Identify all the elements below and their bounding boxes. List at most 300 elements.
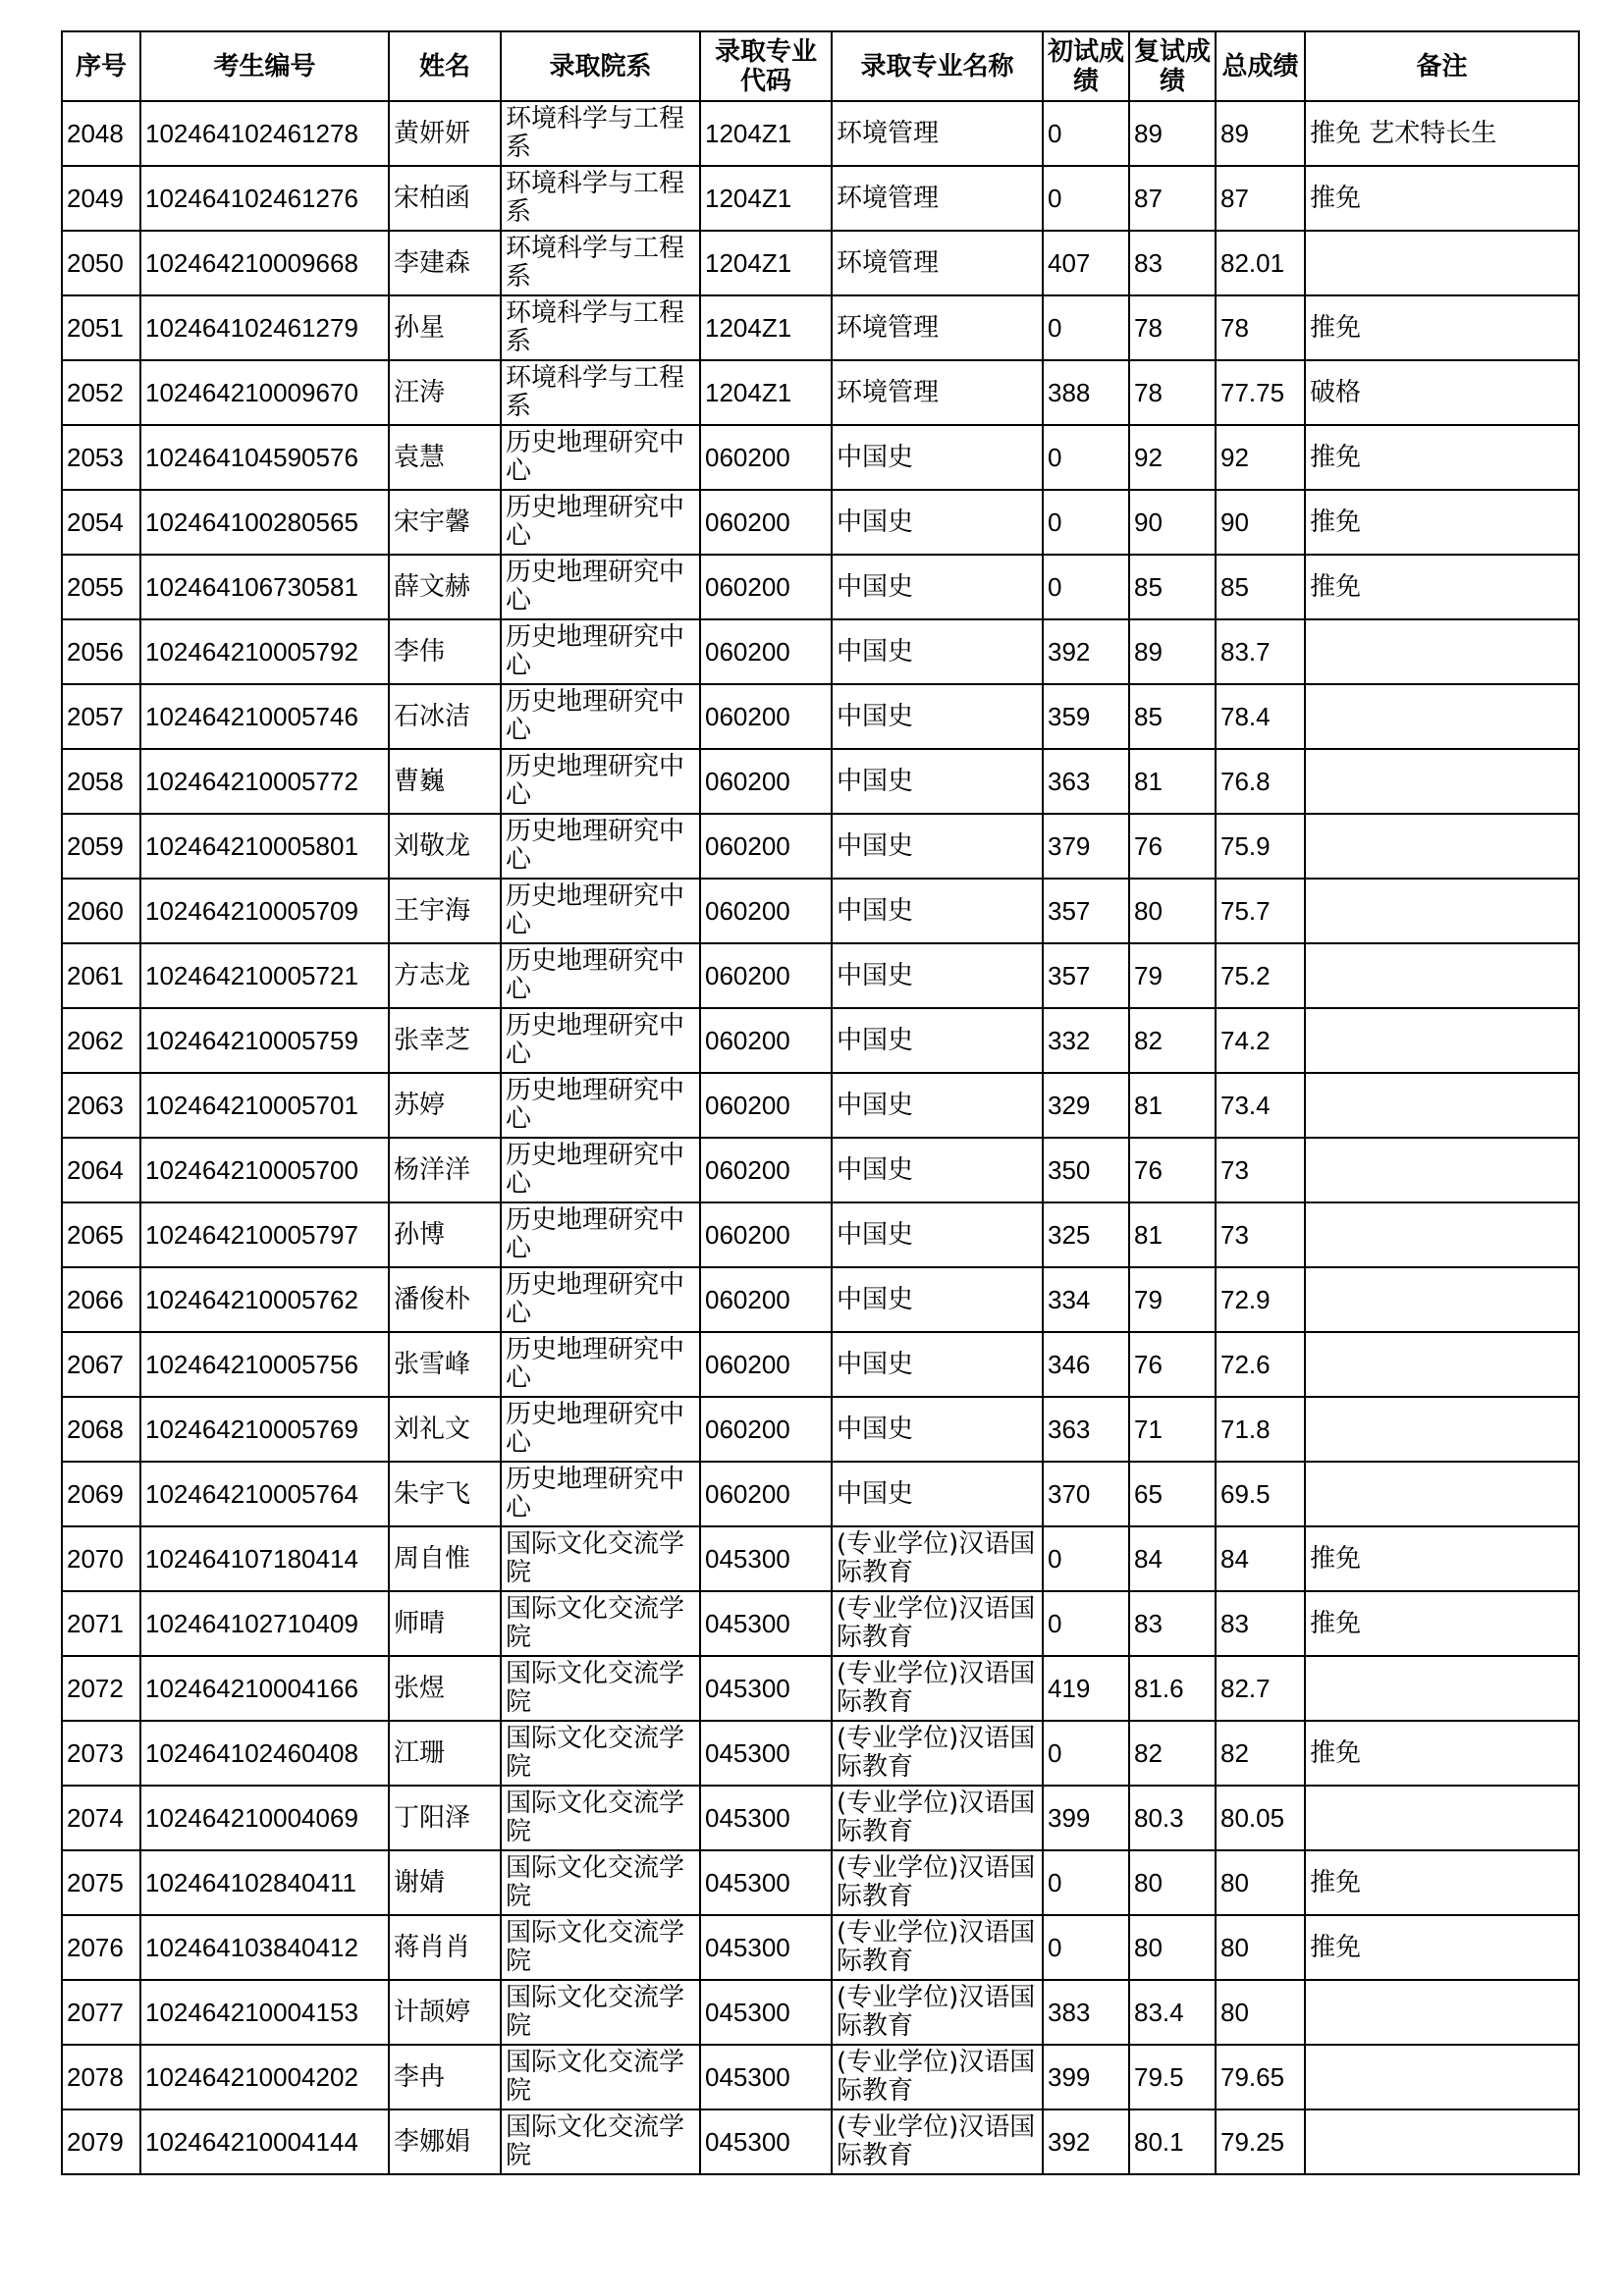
cell-retest-score: 83	[1129, 231, 1216, 295]
cell-seq: 2078	[62, 2045, 140, 2109]
cell-seq: 2062	[62, 1008, 140, 1073]
table-row	[62, 1332, 1579, 1397]
cell-major-name: (专业学位)汉语国际教育	[832, 1656, 1043, 1721]
header-department: 录取院系	[501, 31, 700, 101]
cell-retest-score: 81	[1129, 1073, 1216, 1138]
cell-total-score: 89	[1216, 101, 1305, 166]
table-row	[62, 1138, 1579, 1202]
cell-candidate-id: 102464102840411	[140, 1850, 389, 1915]
cell-total-score: 69.5	[1216, 1462, 1305, 1526]
cell-retest-score: 80	[1129, 1850, 1216, 1915]
cell-total-score: 80	[1216, 1980, 1305, 2045]
table-row	[62, 490, 1579, 555]
cell-department: 历史地理研究中心	[501, 425, 700, 490]
cell-major-name: 中国史	[832, 490, 1043, 555]
table-header-row	[62, 31, 1579, 101]
table-row	[62, 101, 1579, 166]
cell-remarks: 推免	[1305, 1721, 1579, 1786]
cell-total-score: 76.8	[1216, 749, 1305, 814]
cell-candidate-id: 102464210005762	[140, 1267, 389, 1332]
cell-retest-score: 78	[1129, 295, 1216, 360]
cell-seq: 2063	[62, 1073, 140, 1138]
cell-department: 历史地理研究中心	[501, 1267, 700, 1332]
cell-major-name: (专业学位)汉语国际教育	[832, 2109, 1043, 2174]
cell-seq: 2048	[62, 101, 140, 166]
cell-retest-score: 76	[1129, 1332, 1216, 1397]
header-major-name: 录取专业名称	[832, 31, 1043, 101]
cell-retest-score: 82	[1129, 1008, 1216, 1073]
cell-total-score: 90	[1216, 490, 1305, 555]
cell-major-name: 中国史	[832, 619, 1043, 684]
cell-remarks	[1305, 619, 1579, 684]
cell-major-code: 060200	[700, 1008, 832, 1073]
cell-retest-score: 76	[1129, 814, 1216, 879]
cell-retest-score: 80	[1129, 1915, 1216, 1980]
cell-initial-score: 332	[1043, 1008, 1129, 1073]
header-initial-score: 初试成绩	[1043, 31, 1129, 101]
cell-candidate-id: 102464210005769	[140, 1397, 389, 1462]
cell-major-code: 045300	[700, 2045, 832, 2109]
cell-department: 历史地理研究中心	[501, 619, 700, 684]
cell-seq: 2072	[62, 1656, 140, 1721]
cell-total-score: 78.4	[1216, 684, 1305, 749]
cell-seq: 2079	[62, 2109, 140, 2174]
cell-retest-score: 79.5	[1129, 2045, 1216, 2109]
cell-major-code: 045300	[700, 1915, 832, 1980]
cell-remarks	[1305, 879, 1579, 943]
header-remarks: 备注	[1305, 31, 1579, 101]
cell-name: 宋柏函	[389, 166, 501, 231]
cell-retest-score: 81.6	[1129, 1656, 1216, 1721]
cell-seq: 2066	[62, 1267, 140, 1332]
cell-department: 国际文化交流学院	[501, 2109, 700, 2174]
table-row	[62, 1786, 1579, 1850]
cell-name: 李建森	[389, 231, 501, 295]
cell-retest-score: 79	[1129, 943, 1216, 1008]
cell-major-name: 环境管理	[832, 295, 1043, 360]
cell-major-name: 中国史	[832, 1267, 1043, 1332]
cell-retest-score: 83.4	[1129, 1980, 1216, 2045]
cell-major-name: (专业学位)汉语国际教育	[832, 1850, 1043, 1915]
cell-candidate-id: 102464103840412	[140, 1915, 389, 1980]
cell-candidate-id: 102464210004069	[140, 1786, 389, 1850]
cell-name: 袁慧	[389, 425, 501, 490]
cell-remarks: 破格	[1305, 360, 1579, 425]
cell-candidate-id: 102464210005801	[140, 814, 389, 879]
cell-candidate-id: 102464102460408	[140, 1721, 389, 1786]
cell-total-score: 80	[1216, 1850, 1305, 1915]
cell-retest-score: 80.1	[1129, 2109, 1216, 2174]
table-row	[62, 1073, 1579, 1138]
cell-name: 朱宇飞	[389, 1462, 501, 1526]
cell-department: 历史地理研究中心	[501, 749, 700, 814]
cell-remarks	[1305, 749, 1579, 814]
cell-initial-score: 407	[1043, 231, 1129, 295]
cell-initial-score: 370	[1043, 1462, 1129, 1526]
cell-major-name: 中国史	[832, 749, 1043, 814]
cell-initial-score: 0	[1043, 295, 1129, 360]
cell-seq: 2054	[62, 490, 140, 555]
cell-major-name: 中国史	[832, 1332, 1043, 1397]
cell-total-score: 79.25	[1216, 2109, 1305, 2174]
cell-remarks: 推免	[1305, 555, 1579, 619]
table-row	[62, 1915, 1579, 1980]
cell-initial-score: 0	[1043, 166, 1129, 231]
cell-major-name: 中国史	[832, 814, 1043, 879]
cell-remarks: 推免	[1305, 425, 1579, 490]
table-row	[62, 231, 1579, 295]
cell-total-score: 73.4	[1216, 1073, 1305, 1138]
cell-total-score: 85	[1216, 555, 1305, 619]
cell-major-code: 060200	[700, 879, 832, 943]
cell-remarks	[1305, 1786, 1579, 1850]
cell-name: 张幸芝	[389, 1008, 501, 1073]
table-row	[62, 1721, 1579, 1786]
cell-retest-score: 82	[1129, 1721, 1216, 1786]
table-row	[62, 1656, 1579, 1721]
cell-total-score: 84	[1216, 1526, 1305, 1591]
cell-remarks	[1305, 2045, 1579, 2109]
cell-major-name: 环境管理	[832, 166, 1043, 231]
cell-retest-score: 79	[1129, 1267, 1216, 1332]
cell-initial-score: 379	[1043, 814, 1129, 879]
cell-total-score: 75.7	[1216, 879, 1305, 943]
cell-major-code: 060200	[700, 749, 832, 814]
cell-name: 方志龙	[389, 943, 501, 1008]
cell-initial-score: 0	[1043, 490, 1129, 555]
header-name: 姓名	[389, 31, 501, 101]
cell-major-name: (专业学位)汉语国际教育	[832, 1526, 1043, 1591]
cell-major-code: 045300	[700, 1591, 832, 1656]
table-row	[62, 1397, 1579, 1462]
cell-retest-score: 80.3	[1129, 1786, 1216, 1850]
cell-seq: 2064	[62, 1138, 140, 1202]
cell-initial-score: 0	[1043, 1850, 1129, 1915]
cell-major-name: 中国史	[832, 1138, 1043, 1202]
cell-initial-score: 357	[1043, 943, 1129, 1008]
cell-major-name: (专业学位)汉语国际教育	[832, 1980, 1043, 2045]
cell-major-name: 中国史	[832, 1008, 1043, 1073]
cell-retest-score: 65	[1129, 1462, 1216, 1526]
cell-retest-score: 90	[1129, 490, 1216, 555]
cell-initial-score: 388	[1043, 360, 1129, 425]
cell-seq: 2053	[62, 425, 140, 490]
cell-major-code: 060200	[700, 425, 832, 490]
cell-retest-score: 76	[1129, 1138, 1216, 1202]
cell-major-name: 中国史	[832, 555, 1043, 619]
cell-initial-score: 334	[1043, 1267, 1129, 1332]
cell-major-name: (专业学位)汉语国际教育	[832, 1915, 1043, 1980]
cell-remarks: 推免	[1305, 1591, 1579, 1656]
cell-total-score: 92	[1216, 425, 1305, 490]
cell-seq: 2077	[62, 1980, 140, 2045]
cell-seq: 2050	[62, 231, 140, 295]
table-row	[62, 1526, 1579, 1591]
cell-retest-score: 81	[1129, 749, 1216, 814]
cell-remarks: 推免	[1305, 1526, 1579, 1591]
cell-retest-score: 92	[1129, 425, 1216, 490]
header-total-score: 总成绩	[1216, 31, 1305, 101]
cell-department: 国际文化交流学院	[501, 1915, 700, 1980]
cell-major-name: 中国史	[832, 1202, 1043, 1267]
cell-retest-score: 78	[1129, 360, 1216, 425]
table-row	[62, 684, 1579, 749]
cell-seq: 2070	[62, 1526, 140, 1591]
cell-retest-score: 89	[1129, 101, 1216, 166]
cell-seq: 2069	[62, 1462, 140, 1526]
cell-candidate-id: 102464107180414	[140, 1526, 389, 1591]
cell-candidate-id: 102464210005746	[140, 684, 389, 749]
cell-retest-score: 83	[1129, 1591, 1216, 1656]
table-row	[62, 1202, 1579, 1267]
cell-name: 潘俊朴	[389, 1267, 501, 1332]
cell-remarks	[1305, 1462, 1579, 1526]
cell-remarks	[1305, 2109, 1579, 2174]
cell-major-code: 045300	[700, 1980, 832, 2045]
cell-seq: 2068	[62, 1397, 140, 1462]
cell-initial-score: 0	[1043, 101, 1129, 166]
cell-major-name: 中国史	[832, 684, 1043, 749]
cell-candidate-id: 102464102710409	[140, 1591, 389, 1656]
cell-candidate-id: 102464210005701	[140, 1073, 389, 1138]
cell-initial-score: 0	[1043, 1591, 1129, 1656]
cell-remarks: 推免 艺术特长生	[1305, 101, 1579, 166]
cell-candidate-id: 102464210005764	[140, 1462, 389, 1526]
cell-seq: 2060	[62, 879, 140, 943]
table-row	[62, 425, 1579, 490]
cell-remarks	[1305, 1073, 1579, 1138]
cell-major-code: 045300	[700, 1786, 832, 1850]
cell-name: 李冉	[389, 2045, 501, 2109]
cell-department: 国际文化交流学院	[501, 2045, 700, 2109]
cell-total-score: 74.2	[1216, 1008, 1305, 1073]
cell-department: 历史地理研究中心	[501, 555, 700, 619]
cell-major-code: 1204Z1	[700, 295, 832, 360]
cell-name: 计颉婷	[389, 1980, 501, 2045]
cell-total-score: 82.01	[1216, 231, 1305, 295]
table-row	[62, 749, 1579, 814]
table-row	[62, 1850, 1579, 1915]
cell-initial-score: 350	[1043, 1138, 1129, 1202]
cell-remarks: 推免	[1305, 1850, 1579, 1915]
header-candidate-id: 考生编号	[140, 31, 389, 101]
cell-candidate-id: 102464102461278	[140, 101, 389, 166]
cell-major-code: 1204Z1	[700, 101, 832, 166]
cell-major-code: 060200	[700, 943, 832, 1008]
cell-major-code: 060200	[700, 1267, 832, 1332]
cell-total-score: 83	[1216, 1591, 1305, 1656]
cell-name: 薛文赫	[389, 555, 501, 619]
cell-name: 石冰洁	[389, 684, 501, 749]
cell-remarks	[1305, 231, 1579, 295]
table-row	[62, 1591, 1579, 1656]
cell-department: 环境科学与工程系	[501, 295, 700, 360]
cell-retest-score: 81	[1129, 1202, 1216, 1267]
cell-remarks	[1305, 1397, 1579, 1462]
cell-candidate-id: 102464210005721	[140, 943, 389, 1008]
cell-initial-score: 383	[1043, 1980, 1129, 2045]
cell-initial-score: 419	[1043, 1656, 1129, 1721]
cell-major-code: 060200	[700, 1202, 832, 1267]
header-major-code: 录取专业代码	[700, 31, 832, 101]
cell-candidate-id: 102464102461276	[140, 166, 389, 231]
cell-candidate-id: 102464210005792	[140, 619, 389, 684]
cell-retest-score: 87	[1129, 166, 1216, 231]
table-row	[62, 1980, 1579, 2045]
cell-remarks	[1305, 684, 1579, 749]
cell-name: 丁阳泽	[389, 1786, 501, 1850]
cell-major-code: 045300	[700, 1850, 832, 1915]
cell-department: 国际文化交流学院	[501, 1591, 700, 1656]
cell-major-code: 060200	[700, 619, 832, 684]
cell-retest-score: 89	[1129, 619, 1216, 684]
cell-major-code: 045300	[700, 1526, 832, 1591]
cell-name: 刘礼文	[389, 1397, 501, 1462]
cell-name: 汪涛	[389, 360, 501, 425]
cell-candidate-id: 102464210005759	[140, 1008, 389, 1073]
cell-name: 江珊	[389, 1721, 501, 1786]
cell-name: 李娜娟	[389, 2109, 501, 2174]
cell-initial-score: 363	[1043, 749, 1129, 814]
table-row	[62, 2045, 1579, 2109]
cell-initial-score: 359	[1043, 684, 1129, 749]
cell-name: 黄妍妍	[389, 101, 501, 166]
cell-seq: 2071	[62, 1591, 140, 1656]
cell-initial-score: 392	[1043, 2109, 1129, 2174]
cell-remarks	[1305, 1332, 1579, 1397]
header-seq: 序号	[62, 31, 140, 101]
cell-department: 历史地理研究中心	[501, 943, 700, 1008]
cell-remarks	[1305, 1008, 1579, 1073]
cell-seq: 2065	[62, 1202, 140, 1267]
cell-initial-score: 346	[1043, 1332, 1129, 1397]
cell-name: 蒋肖肖	[389, 1915, 501, 1980]
cell-total-score: 77.75	[1216, 360, 1305, 425]
cell-retest-score: 71	[1129, 1397, 1216, 1462]
cell-major-code: 060200	[700, 1138, 832, 1202]
cell-remarks	[1305, 1138, 1579, 1202]
cell-candidate-id: 102464210005797	[140, 1202, 389, 1267]
cell-name: 李伟	[389, 619, 501, 684]
table-row	[62, 1267, 1579, 1332]
cell-department: 历史地理研究中心	[501, 1462, 700, 1526]
cell-name: 刘敬龙	[389, 814, 501, 879]
cell-seq: 2049	[62, 166, 140, 231]
cell-major-code: 045300	[700, 1656, 832, 1721]
cell-major-name: 环境管理	[832, 231, 1043, 295]
cell-initial-score: 392	[1043, 619, 1129, 684]
cell-name: 周自惟	[389, 1526, 501, 1591]
cell-remarks	[1305, 943, 1579, 1008]
cell-department: 国际文化交流学院	[501, 1980, 700, 2045]
table-row	[62, 1008, 1579, 1073]
cell-major-code: 060200	[700, 1332, 832, 1397]
cell-department: 历史地理研究中心	[501, 879, 700, 943]
cell-initial-score: 0	[1043, 555, 1129, 619]
cell-retest-score: 80	[1129, 879, 1216, 943]
table-row	[62, 2109, 1579, 2174]
cell-name: 王宇海	[389, 879, 501, 943]
cell-department: 国际文化交流学院	[501, 1850, 700, 1915]
cell-candidate-id: 102464210005772	[140, 749, 389, 814]
cell-seq: 2076	[62, 1915, 140, 1980]
cell-initial-score: 0	[1043, 1915, 1129, 1980]
cell-department: 国际文化交流学院	[501, 1786, 700, 1850]
cell-department: 历史地理研究中心	[501, 684, 700, 749]
cell-seq: 2073	[62, 1721, 140, 1786]
cell-remarks	[1305, 1656, 1579, 1721]
cell-total-score: 83.7	[1216, 619, 1305, 684]
cell-major-name: 环境管理	[832, 101, 1043, 166]
cell-candidate-id: 102464210005709	[140, 879, 389, 943]
cell-department: 历史地理研究中心	[501, 1073, 700, 1138]
cell-department: 历史地理研究中心	[501, 1397, 700, 1462]
cell-major-name: 中国史	[832, 1397, 1043, 1462]
cell-department: 历史地理研究中心	[501, 1138, 700, 1202]
cell-name: 师晴	[389, 1591, 501, 1656]
cell-major-name: 中国史	[832, 879, 1043, 943]
cell-major-name: (专业学位)汉语国际教育	[832, 1721, 1043, 1786]
cell-name: 杨洋洋	[389, 1138, 501, 1202]
cell-major-code: 060200	[700, 555, 832, 619]
cell-retest-score: 85	[1129, 555, 1216, 619]
cell-total-score: 72.6	[1216, 1332, 1305, 1397]
cell-name: 孙星	[389, 295, 501, 360]
cell-department: 历史地理研究中心	[501, 1202, 700, 1267]
cell-department: 历史地理研究中心	[501, 1332, 700, 1397]
cell-major-code: 060200	[700, 814, 832, 879]
cell-department: 环境科学与工程系	[501, 360, 700, 425]
cell-department: 环境科学与工程系	[501, 166, 700, 231]
table-row	[62, 555, 1579, 619]
cell-candidate-id: 102464210004144	[140, 2109, 389, 2174]
cell-department: 国际文化交流学院	[501, 1526, 700, 1591]
cell-seq: 2051	[62, 295, 140, 360]
cell-major-name: (专业学位)汉语国际教育	[832, 2045, 1043, 2109]
cell-total-score: 75.9	[1216, 814, 1305, 879]
cell-name: 张雪峰	[389, 1332, 501, 1397]
cell-candidate-id: 102464100280565	[140, 490, 389, 555]
cell-major-code: 045300	[700, 1721, 832, 1786]
cell-major-code: 060200	[700, 490, 832, 555]
cell-seq: 2075	[62, 1850, 140, 1915]
cell-remarks	[1305, 1202, 1579, 1267]
cell-name: 苏婷	[389, 1073, 501, 1138]
table-row	[62, 360, 1579, 425]
cell-seq: 2061	[62, 943, 140, 1008]
cell-initial-score: 329	[1043, 1073, 1129, 1138]
cell-name: 曹巍	[389, 749, 501, 814]
cell-major-code: 060200	[700, 1073, 832, 1138]
cell-seq: 2052	[62, 360, 140, 425]
cell-candidate-id: 102464210005700	[140, 1138, 389, 1202]
admission-table	[61, 30, 1580, 2175]
cell-department: 国际文化交流学院	[501, 1656, 700, 1721]
cell-remarks: 推免	[1305, 295, 1579, 360]
cell-remarks: 推免	[1305, 166, 1579, 231]
cell-major-name: 中国史	[832, 943, 1043, 1008]
cell-seq: 2055	[62, 555, 140, 619]
cell-major-code: 1204Z1	[700, 166, 832, 231]
cell-total-score: 72.9	[1216, 1267, 1305, 1332]
cell-department: 环境科学与工程系	[501, 101, 700, 166]
cell-department: 历史地理研究中心	[501, 490, 700, 555]
cell-major-name: 中国史	[832, 1073, 1043, 1138]
cell-retest-score: 84	[1129, 1526, 1216, 1591]
cell-department: 环境科学与工程系	[501, 231, 700, 295]
cell-initial-score: 399	[1043, 1786, 1129, 1850]
cell-major-code: 1204Z1	[700, 231, 832, 295]
